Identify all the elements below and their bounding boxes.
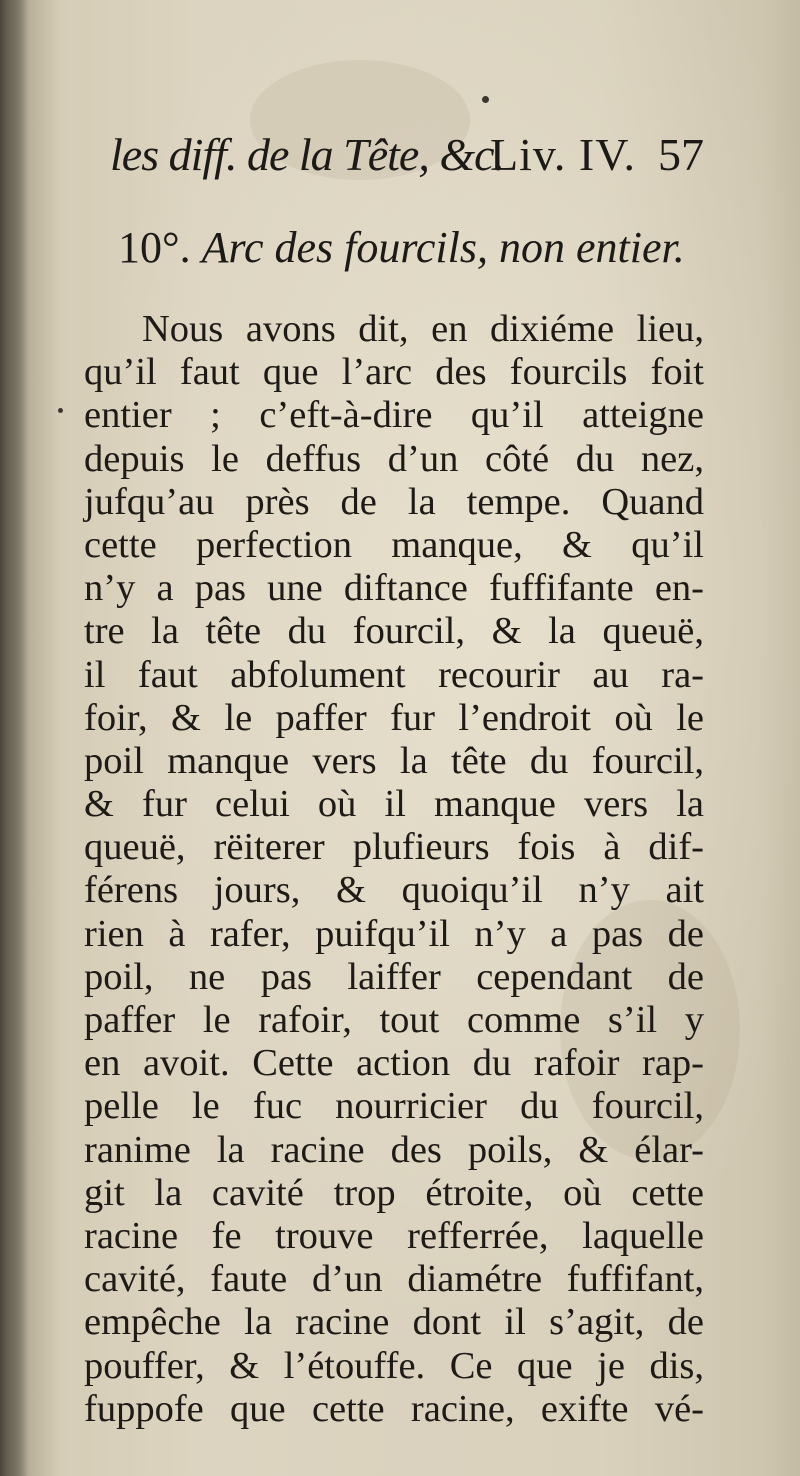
text-line: racine fe trouve refferrée, laquelle: [84, 1214, 704, 1257]
ink-speck: [58, 408, 63, 413]
running-header: [110, 128, 720, 188]
text-line: depuis le deffus d’un côté du nez,: [84, 437, 704, 480]
text-line: jufqu’au près de la tempe. Quand: [84, 480, 704, 523]
text-line: en avoit. Cette action du rafoir rap-: [84, 1042, 704, 1085]
text-line: cette perfection manque, & qu’il: [84, 523, 704, 566]
text-line: git la cavité trop étroite, où cette: [84, 1171, 704, 1214]
running-title: les diff. de la Tête, &c.: [110, 129, 505, 180]
page-gutter-shadow: [0, 0, 28, 1476]
text-line: & fur celui où il manque vers la: [84, 783, 704, 826]
text-line: fuppofe que cette racine, exifte vé-: [84, 1387, 704, 1430]
text-line: pouffer, & l’étouffe. Ce que je dis,: [84, 1344, 704, 1387]
page-number: 57: [658, 129, 704, 180]
text-line: il faut abfolument recourir au ra-: [84, 653, 704, 696]
book-number: Liv. IV.: [490, 129, 636, 180]
section-title: Arc des fourcils, non entier.: [201, 223, 685, 272]
text-line: paffer le rafoir, tout comme s’il y: [84, 999, 704, 1041]
text-line: entier ; c’eft-à-dire qu’il atteigne: [84, 394, 704, 437]
text-line: rien à rafer, puifqu’il n’y a pas de: [84, 912, 704, 955]
text-line: poil manque vers la tête du fourcil,: [84, 739, 704, 782]
text-line: ranime la racine des poils, & élar-: [84, 1128, 704, 1171]
text-line: cavité, faute d’un diamétre fuffifant,: [84, 1258, 704, 1301]
text-line: Nous avons dit, en dixiéme lieu,: [142, 308, 704, 350]
text-line: pelle le fuc nourricier du fourcil,: [84, 1085, 704, 1128]
ink-speck: [482, 96, 489, 103]
section-heading: [118, 222, 698, 273]
section-number: 10°.: [118, 223, 191, 272]
text-line: qu’il faut que l’arc des fourcils foit: [84, 351, 704, 394]
text-line: queuë, rëiterer plufieurs fois à dif-: [84, 826, 704, 869]
text-line: n’y a pas une diftance fuffifante en-: [84, 567, 704, 610]
text-line: foir, & le paffer fur l’endroit où le: [84, 696, 704, 739]
text-line: empêche la racine dont il s’agit, de: [84, 1301, 704, 1344]
text-line: férens jours, & quoiqu’il n’y ait: [84, 869, 704, 912]
text-line: poil, ne pas laiffer cependant de: [84, 955, 704, 998]
body-paragraph: [84, 308, 704, 1431]
text-line: tre la tête du fourcil, & la queuë,: [84, 610, 704, 653]
